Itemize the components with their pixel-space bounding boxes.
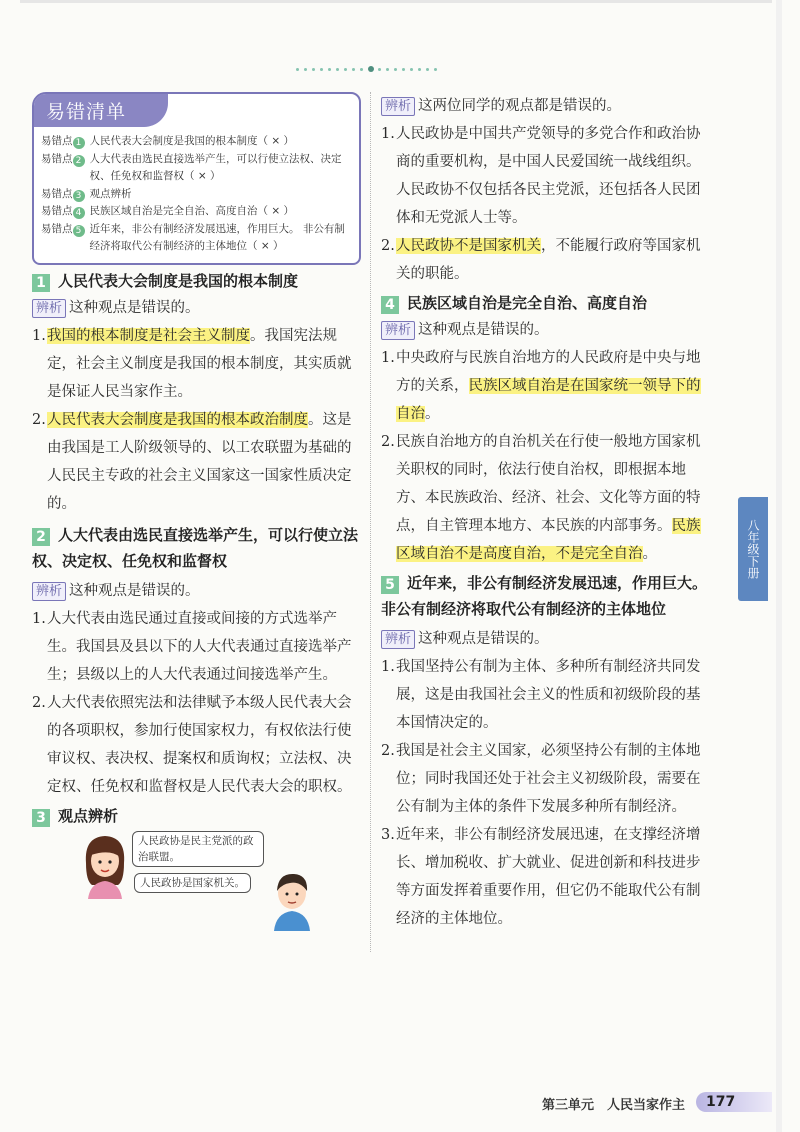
highlighted-text: 人民代表大会制度是我国的根本政治制度 xyxy=(47,411,308,428)
section-number: 3 xyxy=(32,809,50,827)
boy-student-illustration xyxy=(270,869,314,931)
section-2-heading xyxy=(32,522,362,574)
speech-bubble-boy: 人民政协是国家机关。 xyxy=(134,873,251,893)
left-column xyxy=(32,92,362,939)
highlighted-text: 人民政协不是国家机关 xyxy=(396,238,541,254)
mistake-label: 易错点 xyxy=(41,152,73,165)
section-3-heading xyxy=(32,803,362,829)
mistake-text: 民族区域自治是完全自治、高度自治（ × ） xyxy=(89,205,294,217)
highlighted-text: 我国的根本制度是社会主义制度 xyxy=(47,327,250,344)
mistake-list-title: 易错清单 xyxy=(34,94,168,127)
section-number: 2 xyxy=(32,528,50,546)
mistake-item xyxy=(41,151,353,186)
section-number: 1 xyxy=(32,274,50,292)
mistake-item xyxy=(41,186,353,204)
page-footer xyxy=(512,1089,772,1115)
column-divider xyxy=(370,92,371,952)
section-3-point: 2. 人民政协不是国家机关，不能履行政府等国家机关的职能。 xyxy=(381,238,701,282)
mistake-text: 人民代表大会制度是我国的根本制度（ × ） xyxy=(89,135,294,147)
section-5-heading xyxy=(381,570,711,622)
section-1-point: 1. 我国的根本制度是社会主义制度。我国宪法规定，社会主义制度是我国的根本制度，其实质就是保证人民当家作主。 xyxy=(32,327,352,400)
mistake-item xyxy=(41,133,353,151)
section-title: 人大代表由选民直接选举产生，可以行使立法权、决定权、任免权和监督权 xyxy=(32,525,359,570)
analysis-tag: 辨析 xyxy=(32,582,66,601)
analysis-tag: 辨析 xyxy=(381,97,415,116)
section-title: 近年来，非公有制经济发展迅速，作用巨大。 非公有制经济将取代公有制经济的主体地位 xyxy=(381,574,708,618)
section-3-point: 1. 人民政协是中国共产党领导的多党合作和政治协商的重要机构，是中国人民爱国统一战线组织。人民政协不仅包括各民主党派，还包括各人民团体和无党派人士等。 xyxy=(381,126,701,226)
section-number: 4 xyxy=(381,296,399,314)
mistake-label: 易错点 xyxy=(41,222,73,235)
mistake-list xyxy=(34,127,359,263)
section-3-verdict: 辨析 这两位同学的观点都是错误的。 xyxy=(381,92,711,120)
right-column xyxy=(381,92,711,933)
mistake-list-box xyxy=(32,92,361,265)
mistake-text: 近年来，非公有制经济发展迅速，作用巨大。 非公有制经济将取代公有制经济的主体地位（ × ） xyxy=(89,222,345,252)
section-5-point: 2. 我国是社会主义国家，必须坚持公有制的主体地位；同时我国还处于社会主义初级阶段，需要在公有制为主体的条件下发展多种所有制经济。 xyxy=(381,743,701,815)
section-4-verdict: 辨析 这种观点是错误的。 xyxy=(381,316,711,344)
mistake-text: 人大代表由选民直接选举产生，可以行使立法权、决定权、任免权和监督权（ × ） xyxy=(89,152,342,182)
section-2-point: 1. 人大代表由选民通过直接或间接的方式选举产生。我国县及县以下的人大代表通过直接选举产生；县级以上的人大代表通过间接选举产生。 xyxy=(32,610,352,683)
page-number: 177 xyxy=(706,1094,736,1110)
section-4-heading xyxy=(381,290,711,316)
girl-student-illustration xyxy=(80,833,130,899)
section-1-verdict: 辨析 这种观点是错误的。 xyxy=(32,294,362,322)
unit-title: 第三单元 人民当家作主 xyxy=(542,1098,686,1113)
mistake-text: 观点辨析 xyxy=(89,187,132,200)
top-edge xyxy=(20,0,772,3)
page-edge xyxy=(776,0,782,1132)
section-2-point: 2. 人大代表依照宪法和法律赋予本级人民代表大会的各项职权，参加行使国家权力，有权依法行使审议权、表决权、提案权和质询权；立法权、决定权、任免权和监督权是人民代表大会的职权。 xyxy=(32,694,352,795)
section-title: 人民代表大会制度是我国的根本制度 xyxy=(58,271,299,290)
analysis-tag: 辨析 xyxy=(32,299,66,318)
section-4-point: 2. 民族自治地方的自治机关在行使一般地方国家机关职权的同时，依法行使自治权，即根据本地方、本民族政治、经济、社会、文化等方面的特点，自主管理本地方、本民族的内部事务。民族区域自治不是高度自治，不是完全自治。 xyxy=(381,434,701,562)
decorative-dots xyxy=(296,65,446,73)
section-1-heading xyxy=(32,268,362,294)
section-5-point: 1. 我国坚持公有制为主体、多种所有制经济共同发展，这是由我国社会主义的性质和初级阶段的基本国情决定的。 xyxy=(381,659,701,731)
analysis-tag: 辨析 xyxy=(381,630,415,649)
section-title: 观点辨析 xyxy=(58,806,119,825)
mistake-number: 3 xyxy=(73,190,85,202)
section-title: 民族区域自治是完全自治、高度自治 xyxy=(407,294,648,312)
section-5-verdict: 辨析 这种观点是错误的。 xyxy=(381,625,711,653)
mistake-item xyxy=(41,221,353,256)
highlighted-text: 民族区域自治不是高度自治，不是完全自治 xyxy=(396,518,701,562)
mistake-number: 4 xyxy=(73,207,85,219)
section-5-point: 3. 近年来，非公有制经济发展迅速，在支撑经济增长、增加税收、扩大就业、促进创新和科技进步等方面发挥着重要作用，但它仍不能取代公有制经济的主体地位。 xyxy=(381,827,701,927)
analysis-tag: 辨析 xyxy=(381,321,415,340)
mistake-item xyxy=(41,203,353,221)
grade-side-tab: 八年级下册 xyxy=(738,497,768,601)
highlighted-text: 民族区域自治是在国家统一领导下的自治 xyxy=(396,378,701,422)
section-number: 5 xyxy=(381,576,399,594)
debate-illustration xyxy=(32,829,362,939)
mistake-label: 易错点 xyxy=(41,135,73,147)
mistake-number: 1 xyxy=(73,137,85,149)
speech-bubble-girl: 人民政协是民主党派的政治联盟。 xyxy=(132,831,264,867)
mistake-number: 2 xyxy=(73,155,85,167)
mistake-label: 易错点 xyxy=(41,187,73,200)
section-2-verdict: 辨析 这种观点是错误的。 xyxy=(32,577,362,605)
mistake-number: 5 xyxy=(73,225,85,237)
section-1-point: 2. 人民代表大会制度是我国的根本政治制度。这是由我国是工人阶级领导的、以工农联盟为基础的人民民主专政的社会主义国家这一国家性质决定的。 xyxy=(32,411,352,512)
mistake-label: 易错点 xyxy=(41,205,73,217)
section-4-point: 1. 中央政府与民族自治地方的人民政府是中央与地方的关系，民族区域自治是在国家统一领导下的自治。 xyxy=(381,350,701,422)
